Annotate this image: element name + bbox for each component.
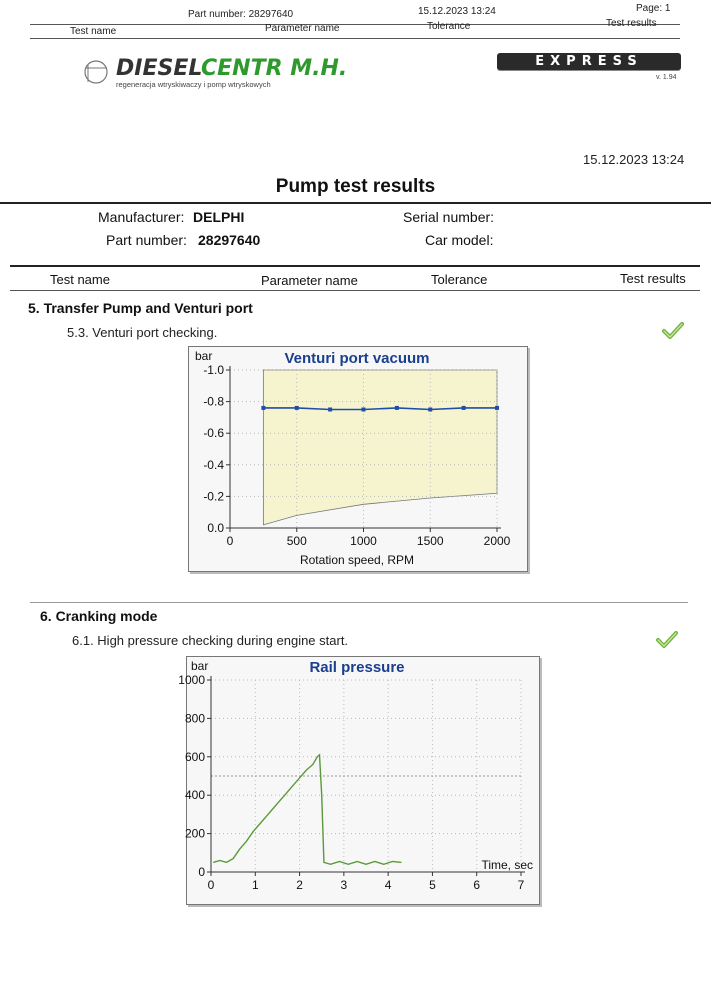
title-rule bbox=[0, 202, 711, 204]
columns-rule-bottom bbox=[10, 290, 700, 291]
data-point bbox=[261, 406, 265, 410]
venturi-chart bbox=[188, 346, 528, 572]
col-parameter: Parameter name bbox=[261, 273, 358, 288]
data-point bbox=[462, 406, 466, 410]
section-title: 6. Cranking mode bbox=[40, 608, 158, 624]
x-tick-label: 6 bbox=[473, 878, 481, 892]
x-tick-label: 500 bbox=[286, 534, 307, 548]
report-title: Pump test results bbox=[275, 176, 436, 197]
series-line bbox=[213, 755, 401, 864]
check-icon bbox=[662, 321, 684, 341]
logo-version: v. 1.94 bbox=[656, 74, 677, 81]
x-tick-label: 0 bbox=[207, 878, 215, 892]
tolerance-band bbox=[263, 370, 497, 525]
top-col-parameter: Parameter name bbox=[265, 23, 340, 34]
logo-area bbox=[80, 56, 360, 90]
section-item: 6.1. High pressure checking during engine start. bbox=[72, 633, 349, 648]
logo-brand-gray: DIESEL bbox=[116, 56, 203, 81]
logo-brand-green: CENTR M.H. bbox=[201, 56, 348, 81]
piston-icon bbox=[80, 58, 112, 86]
data-point bbox=[328, 408, 332, 412]
venturi-chart-svg bbox=[189, 347, 527, 571]
top-page: Page: 1 bbox=[636, 3, 671, 14]
y-tick-label: 0 bbox=[198, 865, 205, 879]
x-tick-label: 2000 bbox=[483, 534, 511, 548]
col-tolerance: Tolerance bbox=[431, 272, 488, 287]
y-tick-label: -0.4 bbox=[203, 457, 224, 472]
serial-label: Serial number: bbox=[403, 209, 495, 225]
x-tick-label: 4 bbox=[384, 878, 392, 892]
part-value: 28297640 bbox=[198, 232, 261, 248]
y-tick-label: -1.0 bbox=[203, 363, 224, 377]
chart-title: Rail pressure bbox=[309, 659, 405, 676]
top-col-results: Test results bbox=[606, 18, 657, 29]
x-tick-label: 1500 bbox=[416, 534, 444, 548]
part-label: Part number: bbox=[106, 232, 187, 248]
express-logo bbox=[497, 53, 681, 70]
rail-pressure-chart-svg bbox=[178, 657, 539, 904]
data-point bbox=[428, 408, 432, 412]
y-tick-label: 400 bbox=[184, 788, 205, 803]
y-axis-label: bar bbox=[195, 349, 213, 363]
y-tick-label: 1000 bbox=[178, 673, 205, 687]
section-item: 5.3. Venturi port checking. bbox=[67, 325, 218, 340]
logo-tagline: regeneracja wtryskiwaczy i pomp wtryskowych bbox=[116, 80, 271, 89]
y-tick-label: -0.6 bbox=[203, 426, 224, 441]
y-tick-label: 200 bbox=[184, 826, 205, 841]
col-test-name: Test name bbox=[50, 272, 110, 287]
y-tick-label: -0.8 bbox=[203, 394, 224, 409]
y-tick-label: 600 bbox=[184, 749, 205, 764]
car-label: Car model: bbox=[425, 232, 494, 248]
y-tick-label: 0.0 bbox=[207, 521, 224, 535]
x-tick-label: 0 bbox=[226, 534, 234, 548]
data-point bbox=[362, 408, 366, 412]
data-point bbox=[295, 406, 299, 410]
top-part-number: Part number: 28297640 bbox=[188, 9, 294, 20]
col-results: Test results bbox=[620, 271, 686, 286]
x-tick-label: 1000 bbox=[350, 534, 377, 548]
x-tick-label: 2 bbox=[296, 878, 303, 892]
x-axis-label: Rotation speed, RPM bbox=[299, 553, 415, 567]
x-tick-label: 1 bbox=[251, 878, 259, 892]
columns-rule-top bbox=[10, 265, 700, 267]
data-point bbox=[495, 406, 499, 410]
rail-pressure-chart bbox=[178, 656, 540, 905]
chart-title: Venturi port vacuum bbox=[284, 350, 430, 367]
x-tick-label: 7 bbox=[517, 878, 525, 892]
section-divider bbox=[30, 602, 688, 603]
top-col-tolerance: Tolerance bbox=[427, 21, 471, 32]
x-tick-label: 5 bbox=[429, 878, 436, 892]
x-axis-label: Time, sec bbox=[481, 858, 533, 872]
top-rule-1 bbox=[30, 24, 680, 25]
top-rule-2 bbox=[30, 38, 680, 39]
y-tick-label: -0.2 bbox=[203, 489, 224, 504]
x-tick-label: 3 bbox=[340, 878, 348, 892]
check-icon bbox=[656, 630, 678, 650]
y-axis-label: bar bbox=[191, 659, 209, 673]
manufacturer-label: Manufacturer: bbox=[98, 209, 185, 225]
express-text: EXPRESS bbox=[535, 54, 643, 69]
y-tick-label: 800 bbox=[184, 711, 205, 726]
section-title: 5. Transfer Pump and Venturi port bbox=[28, 300, 253, 316]
data-point bbox=[395, 406, 399, 410]
manufacturer-value: DELPHI bbox=[193, 209, 245, 225]
top-col-test-name: Test name bbox=[70, 26, 117, 37]
report-datetime: 15.12.2023 13:24 bbox=[583, 152, 685, 167]
top-datetime: 15.12.2023 13:24 bbox=[418, 6, 496, 17]
